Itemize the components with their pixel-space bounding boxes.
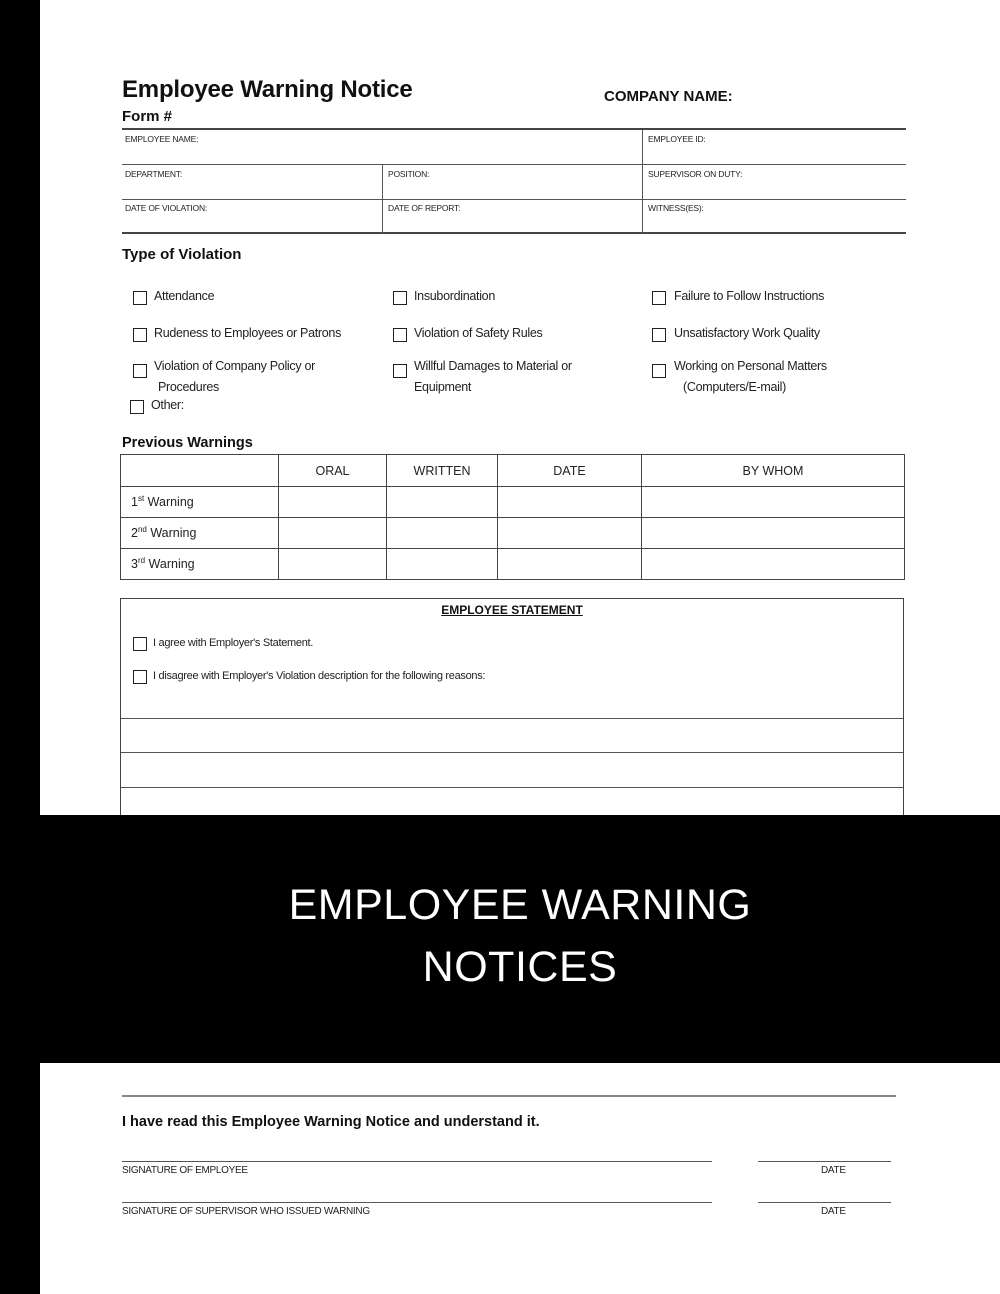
previous-warnings-heading: Previous Warnings (122, 435, 253, 451)
rudeness-checkbox[interactable] (133, 328, 147, 342)
supervisor-signature-label: SIGNATURE OF SUPERVISOR WHO ISSUED WARNING (122, 1206, 370, 1217)
ordinal-suffix: rd (137, 556, 146, 566)
form-page (40, 0, 1000, 1294)
warning-row-label (121, 518, 279, 549)
table-row (121, 487, 905, 518)
table-row (121, 549, 905, 580)
column-header (121, 455, 279, 487)
other-checkbox[interactable] (130, 400, 144, 414)
insubordination-checkbox[interactable] (393, 291, 407, 305)
previous-warnings-table (120, 454, 905, 580)
violation-heading: Type of Violation (122, 246, 242, 263)
ordinal-suffix: nd (137, 525, 147, 535)
warning-number: 3 (131, 557, 138, 572)
banner-title-line-2: NOTICES (422, 943, 618, 991)
date-cell[interactable] (498, 487, 642, 518)
checkbox-label: Other: (151, 398, 184, 412)
company-policy-checkbox[interactable] (133, 364, 147, 378)
column-header: ORAL (279, 455, 387, 487)
acknowledgement-text: I have read this Employee Warning Notice and understand it. (122, 1114, 540, 1130)
warning-label: Warning (144, 495, 194, 510)
grid-divider (382, 164, 383, 234)
department-field[interactable]: DEPARTMENT: (125, 169, 182, 179)
agree-checkbox[interactable] (133, 637, 147, 651)
by-whom-cell[interactable] (642, 549, 905, 580)
warning-label: Warning (145, 557, 195, 572)
willful-damages-checkbox[interactable] (393, 364, 407, 378)
work-quality-checkbox[interactable] (652, 328, 666, 342)
oral-cell[interactable] (279, 518, 387, 549)
statement-line (121, 787, 903, 788)
grid-divider (122, 164, 906, 165)
table-header-row (121, 455, 905, 487)
column-header: WRITTEN (387, 455, 498, 487)
by-whom-cell[interactable] (642, 487, 905, 518)
safety-rules-checkbox[interactable] (393, 328, 407, 342)
divider (122, 1095, 896, 1097)
personal-matters-checkbox[interactable] (652, 364, 666, 378)
position-field[interactable]: POSITION: (388, 169, 430, 179)
warning-row-label (121, 487, 279, 518)
witnesses-field[interactable]: WITNESS(ES): (648, 203, 704, 213)
attendance-checkbox[interactable] (133, 291, 147, 305)
checkbox-label: Attendance (154, 289, 215, 303)
checkbox-label: Violation of Company Policy or (154, 359, 315, 373)
company-name-label: COMPANY NAME: (604, 88, 733, 105)
date-label: DATE (821, 1165, 846, 1176)
checkbox-label: Equipment (414, 380, 472, 394)
grid-divider (642, 130, 643, 164)
warning-number: 1 (131, 495, 138, 510)
statement-line (121, 752, 903, 753)
column-header: DATE (498, 455, 642, 487)
supervisor-field[interactable]: SUPERVISOR ON DUTY: (648, 169, 743, 179)
page-title: Employee Warning Notice (122, 76, 413, 103)
employee-statement-box (120, 598, 904, 828)
checkbox-label: Failure to Follow Instructions (674, 289, 825, 303)
checkbox-label: Procedures (158, 380, 219, 394)
checkbox-label: Willful Damages to Material or (414, 359, 572, 373)
written-cell[interactable] (387, 549, 498, 580)
date-of-violation-field[interactable]: DATE OF VIOLATION: (125, 203, 208, 213)
agree-label: I agree with Employer's Statement. (153, 637, 314, 649)
cover-banner (40, 815, 1000, 1063)
employee-info-grid (122, 128, 906, 234)
form-number-label: Form # (122, 108, 173, 125)
written-cell[interactable] (387, 518, 498, 549)
date-line[interactable] (758, 1202, 891, 1203)
warning-label: Warning (146, 526, 197, 541)
checkbox-label: Violation of Safety Rules (414, 326, 543, 340)
date-line[interactable] (758, 1161, 891, 1162)
checkbox-label: Working on Personal Matters (674, 359, 827, 373)
statement-line (121, 718, 903, 719)
grid-divider (642, 164, 643, 234)
employee-id-field[interactable]: EMPLOYEE ID: (648, 134, 706, 144)
date-cell[interactable] (498, 549, 642, 580)
oral-cell[interactable] (279, 487, 387, 518)
failure-to-follow-checkbox[interactable] (652, 291, 666, 305)
table-row (121, 518, 905, 549)
oral-cell[interactable] (279, 549, 387, 580)
grid-divider (122, 199, 906, 200)
checkbox-label: Rudeness to Employees or Patrons (154, 326, 342, 340)
book-spine (0, 0, 40, 1294)
checkbox-label: Insubordination (414, 289, 495, 303)
checkbox-label: Unsatisfactory Work Quality (674, 326, 820, 340)
banner-title-line-1: EMPLOYEE WARNING (288, 881, 752, 929)
by-whom-cell[interactable] (642, 518, 905, 549)
statement-title: EMPLOYEE STATEMENT (441, 603, 583, 617)
checkbox-label: (Computers/E-mail) (683, 380, 786, 394)
date-label: DATE (821, 1206, 846, 1217)
warning-number: 2 (131, 526, 138, 541)
employee-name-field[interactable]: EMPLOYEE NAME: (125, 134, 199, 144)
supervisor-signature-line[interactable] (122, 1202, 712, 1203)
warning-row-label (121, 549, 279, 580)
written-cell[interactable] (387, 487, 498, 518)
date-cell[interactable] (498, 518, 642, 549)
column-header: BY WHOM (642, 455, 905, 487)
ordinal-suffix: st (137, 494, 145, 504)
date-of-report-field[interactable]: DATE OF REPORT: (388, 203, 461, 213)
disagree-checkbox[interactable] (133, 670, 147, 684)
employee-signature-line[interactable] (122, 1161, 712, 1162)
disagree-label: I disagree with Employer's Violation description for the following reasons: (153, 670, 486, 682)
employee-signature-label: SIGNATURE OF EMPLOYEE (122, 1165, 248, 1176)
